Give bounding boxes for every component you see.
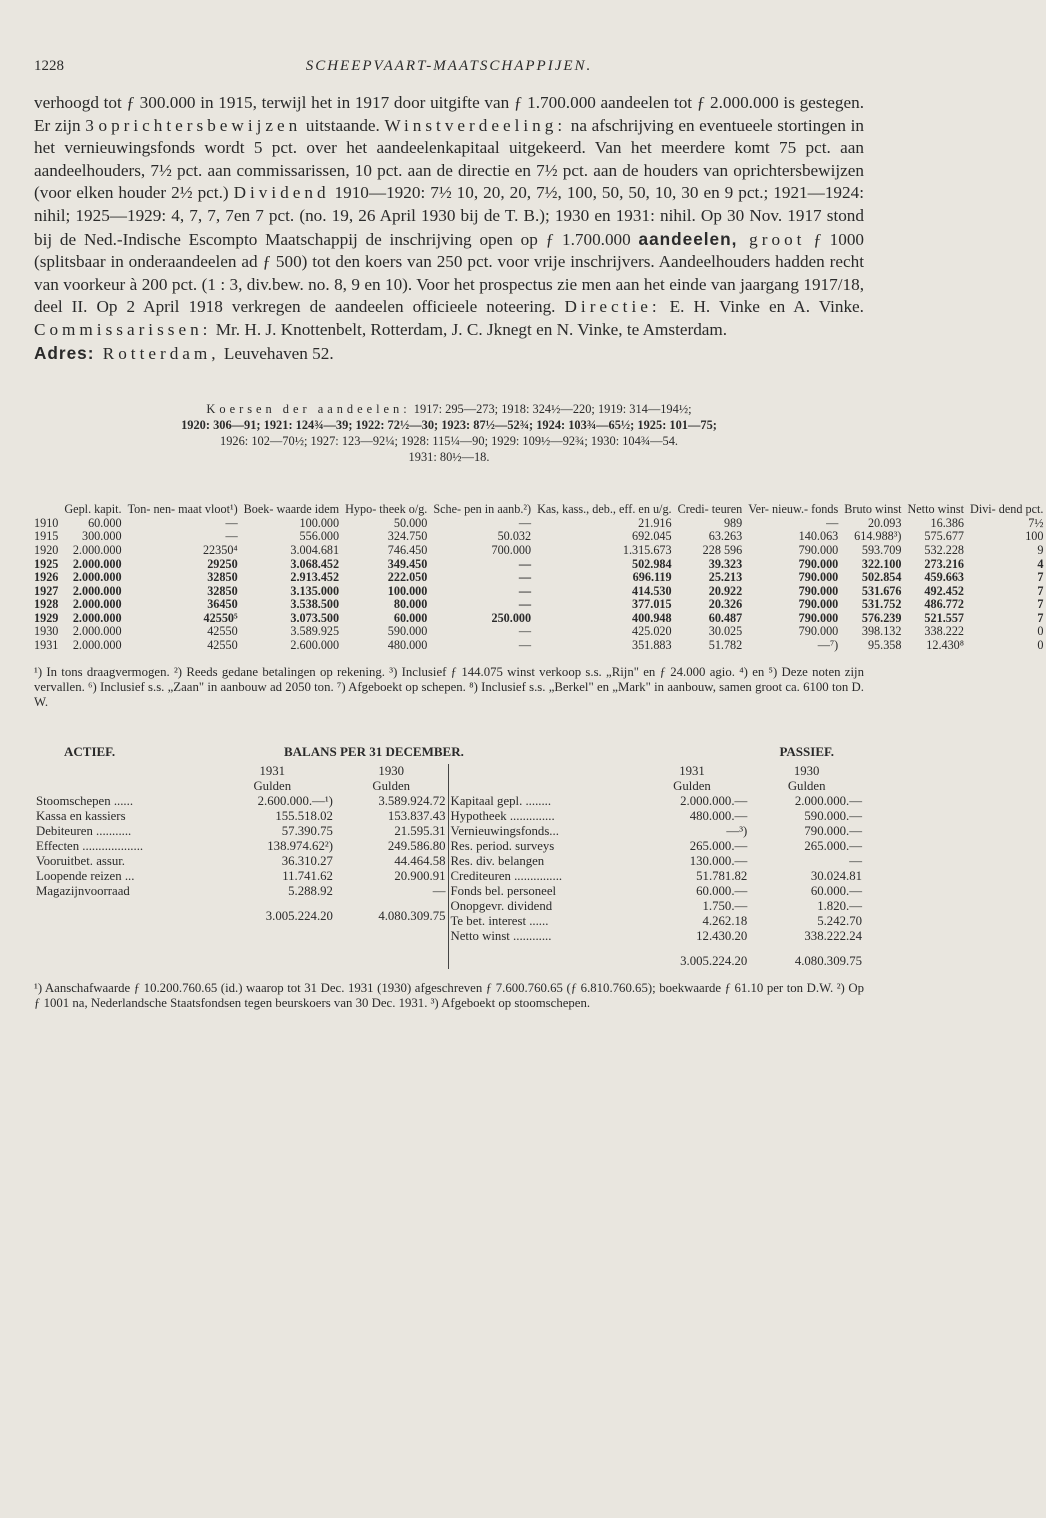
- text-run: uitstaande.: [301, 115, 385, 135]
- table-cell: 480.000: [387, 638, 428, 653]
- table-cell: 7: [1037, 610, 1044, 625]
- passief-row: [449, 869, 865, 884]
- passief-value-1931: 60.000.—: [696, 883, 748, 898]
- actief-item-label: Vooruitbet. assur.: [36, 853, 125, 868]
- table-cell: 42550: [207, 624, 238, 639]
- unit-label: Gulden: [253, 778, 292, 793]
- passief-row: [449, 899, 865, 914]
- actief-value-1930: 153.837.43: [387, 808, 446, 823]
- spaced-term: Commissarissen:: [34, 319, 212, 339]
- actief-row: [34, 854, 448, 869]
- table-cell: 39.323: [708, 556, 743, 571]
- table-cell: 50.000: [393, 515, 428, 530]
- passief-value-1930: 590.000.—: [804, 808, 862, 823]
- table-cell: 3.004.681: [290, 542, 340, 557]
- table-cell: 140.063: [798, 529, 839, 544]
- actief-value-1930: —: [432, 883, 446, 898]
- table-cell: 7: [1037, 597, 1044, 612]
- column-header: [34, 503, 61, 517]
- table-cell: 790.000: [798, 583, 839, 598]
- passief-row: [449, 884, 865, 899]
- table-cell: 9: [1037, 542, 1044, 557]
- passief-row: [449, 914, 865, 929]
- spaced-term: Winstverdeeling:: [384, 115, 567, 135]
- table-cell: 377.015: [631, 597, 672, 612]
- passief-row: [449, 839, 865, 854]
- table-cell: 2.000.000: [72, 583, 122, 598]
- actief-item-label: Stoomschepen ......: [36, 793, 134, 808]
- column-header: Netto winst: [907, 502, 965, 517]
- table-cell: 2.913.452: [290, 570, 340, 585]
- table-cell: 20.922: [708, 583, 743, 598]
- column-header: Hypo- theek o/g.: [345, 502, 428, 517]
- running-title: SCHEEPVAART-MAATSCHAPPIJEN.: [305, 58, 593, 74]
- balance-sheet: [34, 764, 864, 969]
- text-run: 1910—1920: 7½ 10, 20, 20, 7½, 100, 50, 50, 10, 30 en 9 pct.; 1921—1924: nihil; 1925—1929: 4, 7, 7, 7en 7 pct. (no. 19, 26 April 1930 bij de T. B.); 1930 en 1931: nihil. Op 30 Nov. 1917 stond bij de Ned.-Indische Escompto Maatschappij de inschrijving open op ƒ 1.700.000: [34, 183, 864, 249]
- table-cell: 250.000: [491, 610, 532, 625]
- table-row: [34, 625, 1046, 639]
- table-cell: 521.557: [924, 610, 965, 625]
- text-run: ƒ 1000 (splitsbaar in onderaandeelen ad ƒ 500) tot den koers van 250 pct. voor vrije inschrijvers. Aandeelhouders hadden recht van voorkeur à 200 pct. (1 : 3, div.bew. no. 8, 9 en 10). Voor het prospectus zie men aan het einde van jaargang 1917/18, deel II. Op 2 April 1918 verkregen de aandeelen officieele noteering.: [34, 229, 865, 317]
- share-prices-line: 1920: 306—91; 1921: 124¾—39; 1922: 72½—30; 1923: 87½—52¾; 1924: 103¾—65½; 1925: 101—75;: [181, 418, 717, 433]
- actief-title: ACTIEF.: [64, 743, 116, 759]
- year-label: 1930: [378, 763, 405, 778]
- balance-sheet-header: [34, 744, 864, 762]
- table-cell: —: [518, 638, 532, 653]
- table-cell: 32850: [207, 570, 238, 585]
- table-cell: 4: [1037, 556, 1044, 571]
- table-cell: —: [225, 515, 238, 530]
- actief-item-label: Loopende reizen ...: [36, 868, 135, 883]
- table-row: [34, 517, 1046, 531]
- actief-value-1931: 138.974.62²): [267, 838, 333, 853]
- actief-row: [34, 794, 448, 809]
- passief-value-1931: 2.000.000.—: [680, 793, 748, 808]
- table-cell: 593.709: [861, 542, 902, 557]
- blank-cell: [34, 779, 210, 794]
- passief-total-row: [449, 944, 865, 969]
- column-header: Ver- nieuw.- fonds: [748, 502, 839, 517]
- passief-row: [449, 794, 865, 809]
- table-cell: 36450: [207, 597, 238, 612]
- passief-value-1930: 790.000.—: [804, 823, 862, 838]
- actief-total: 3.005.224.20: [265, 908, 333, 923]
- table-cell: —⁷): [817, 638, 839, 653]
- unit-header-row: [449, 779, 865, 794]
- table-cell: 692.045: [631, 529, 672, 544]
- passief-value-1931: 1.750.—: [702, 898, 748, 913]
- table-cell: 324.750: [387, 529, 428, 544]
- passief-title: PASSIEF.: [779, 743, 834, 759]
- text-run: na afschrijving en eventueele stortingen in het vernieuwingsfonds wordt 5 pct. over het aandeelenkapitaal uitgekeerd. Van het meerdere komt 75 pct. aan aandeelhouders, 7½ pct. aan commissarissen, 10 pct. aan de directie en 7½ pct. aan de houders van oprichtersbewijzen (voor elken houder 2½ pct.): [34, 115, 865, 203]
- passief-value-1930: 265.000.—: [804, 838, 862, 853]
- passief-item-label: Res. period. surveys: [450, 838, 555, 853]
- column-header: Credi- teuren: [677, 502, 743, 517]
- passief-value-1930: 5.242.70: [817, 913, 862, 928]
- table-cell: 492.452: [924, 583, 965, 598]
- actief-item-label: Kassa en kassiers: [36, 808, 126, 823]
- table-cell: 2.000.000: [72, 638, 122, 653]
- actief-item-label: Debiteuren ...........: [36, 823, 132, 838]
- actief-item-label: Effecten ...................: [36, 838, 144, 853]
- table-row: [34, 571, 1046, 585]
- year-header-row: [34, 764, 448, 779]
- table-cell: 29250: [207, 556, 238, 571]
- table-cell: 3.068.452: [290, 556, 340, 571]
- table-cell: 459.663: [924, 570, 965, 585]
- table-cell: 20.093: [867, 515, 902, 530]
- table-cell: 1.315.673: [622, 542, 672, 557]
- passief-row: [449, 824, 865, 839]
- actief-row: [34, 809, 448, 824]
- actief-value-1931: 155.518.02: [275, 808, 333, 823]
- running-header: [34, 56, 864, 92]
- company-description: [34, 92, 864, 365]
- table-cell: 42550: [207, 638, 238, 653]
- passief-item-label: Te bet. interest ......: [450, 913, 549, 928]
- passief-value-1930: —: [849, 853, 862, 868]
- table-cell: 32850: [207, 583, 238, 598]
- text-run: verhoogd tot ƒ 300.000 in 1915, terwijl het in 1917 door uitgifte van ƒ 1.700.000 aandeelen tot ƒ 2.000.000 is gestegen. Er zijn 3: [34, 93, 864, 135]
- table-cell: 2.000.000: [72, 542, 122, 557]
- table-cell: 2.000.000: [72, 624, 122, 639]
- table-row: [34, 598, 1046, 612]
- actief-total-row: [34, 899, 448, 924]
- year-cell: 1915: [34, 529, 59, 544]
- table-cell: 400.948: [631, 610, 672, 625]
- page-number: 1228: [34, 58, 64, 74]
- table-cell: 100.000: [299, 515, 340, 530]
- table-cell: 746.450: [387, 542, 428, 557]
- text-run: E. H. Vinke en A. Vinke.: [660, 297, 864, 317]
- table-cell: 7: [1037, 583, 1044, 598]
- table-cell: 3.135.000: [290, 583, 340, 598]
- balance-footnotes: ¹) Aanschafwaarde ƒ 10.200.760.65 (id.) waarop tot 31 Dec. 1931 (1930) afgeschreven ƒ 7.600.760.65 (ƒ 6.810.760.65); boekwaarde ƒ 61.10 per ton D.W. ²) Op ƒ 1001 na, Nederlandsche Staatsfondsen tegen beurskoers van 30 Dec. 1931. ³) Afgeboekt op stoomschepen.: [34, 980, 864, 1010]
- table-cell: 0: [1037, 638, 1044, 653]
- table-cell: 790.000: [798, 570, 839, 585]
- table-cell: 531.676: [861, 583, 902, 598]
- passief-item-label: Hypotheek ..............: [450, 808, 555, 823]
- table-cell: —: [518, 570, 532, 585]
- table-cell: 51.782: [708, 638, 743, 653]
- column-header: Boek- waarde idem: [243, 502, 340, 517]
- table-cell: 790.000: [798, 542, 839, 557]
- table-cell: 3.589.925: [290, 624, 340, 639]
- table-cell: 2.600.000: [290, 638, 340, 653]
- unit-label: Gulden: [372, 778, 411, 793]
- page: [34, 56, 1044, 1011]
- spaced-term: oprichtersbewijzen: [98, 115, 302, 135]
- table-cell: 398.132: [861, 624, 902, 639]
- actief-value-1930: 20.900.91: [394, 868, 446, 883]
- passief-value-1930: 338.222.24: [804, 928, 862, 943]
- table-cell: 60.000: [393, 610, 428, 625]
- column-header: Ton- nen- maat vloot¹): [127, 502, 238, 517]
- actief-item-label: Magazijnvoorraad: [36, 883, 130, 898]
- year-cell: 1927: [34, 583, 59, 598]
- table-cell: 532.228: [924, 542, 965, 557]
- table-cell: 21.916: [638, 515, 672, 530]
- passief-value-1931: 12.430.20: [696, 928, 748, 943]
- table-row: [34, 612, 1046, 626]
- table-cell: 790.000: [798, 624, 839, 639]
- table-row: [34, 544, 1046, 558]
- actief-value-1931: 2.600.000.—¹): [257, 793, 333, 808]
- passief-side: [448, 764, 865, 969]
- table-cell: 16.386: [930, 515, 965, 530]
- table-cell: 614.988³): [854, 529, 902, 544]
- table-cell: —: [225, 529, 238, 544]
- column-header: Kas, kass., deb., eff. en u/g.: [537, 502, 672, 517]
- year-cell: 1910: [34, 515, 59, 530]
- table-row: [34, 585, 1046, 599]
- table-cell: 590.000: [387, 624, 428, 639]
- actief-value-1931: 57.390.75: [281, 823, 333, 838]
- table-cell: 3.538.500: [290, 597, 340, 612]
- table-cell: —: [518, 624, 532, 639]
- table-cell: 351.883: [631, 638, 672, 653]
- table-cell: 2.000.000: [72, 570, 122, 585]
- passief-value-1930: 60.000.—: [810, 883, 862, 898]
- table-cell: 7½: [1028, 515, 1044, 530]
- year-label: 1931: [679, 763, 705, 778]
- spaced-term: groot: [737, 229, 806, 249]
- year-label: 1930: [793, 763, 820, 778]
- table-cell: 22350⁴: [202, 542, 238, 557]
- passief-value-1930: 1.820.—: [817, 898, 862, 913]
- table-cell: 486.772: [924, 597, 965, 612]
- table-cell: 322.100: [861, 556, 902, 571]
- blank-cell: [449, 764, 635, 779]
- passief-item-label: Crediteuren ...............: [450, 868, 563, 883]
- passief-row: [449, 854, 865, 869]
- table-cell: 2.000.000: [72, 597, 122, 612]
- table-cell: 0: [1037, 624, 1044, 639]
- unit-label: Gulden: [673, 778, 711, 793]
- table-cell: 95.358: [867, 638, 902, 653]
- table-cell: 100: [1025, 529, 1044, 544]
- table-cell: 338.222: [924, 624, 965, 639]
- table-cell: 100.000: [387, 583, 428, 598]
- actief-value-1931: 5.288.92: [288, 883, 333, 898]
- passief-value-1931: 4.262.18: [702, 913, 748, 928]
- table-cell: —: [518, 583, 532, 598]
- passief-value-1931: 480.000.—: [689, 808, 748, 823]
- spaced-term: Dividend: [233, 183, 330, 203]
- table-cell: 790.000: [798, 610, 839, 625]
- actief-value-1931: 36.310.27: [281, 853, 333, 868]
- column-header: Bruto winst: [844, 502, 902, 517]
- table-cell: —: [518, 515, 532, 530]
- table-footnotes: ¹) In tons draagvermogen. ²) Reeds gedane betalingen op rekening. ³) Inclusief ƒ 144.075 winst verkoop s.s. „Rijn" en ƒ 24.000 agio. ⁴) en ⁵) Deze noten zijn vervallen. ⁶) Inclusief s.s. „Zaan" in aanbouw ad 2050 ton. ⁷) Afgeboekt op schepen. ⁸) Inclusief s.s. „Berkel" en „Mark" in aanbouw, samen groot ca. 6100 ton D. W.: [34, 664, 864, 709]
- table-cell: 7: [1037, 570, 1044, 585]
- table-cell: 2.000.000: [72, 556, 122, 571]
- table-cell: 60.000: [88, 515, 122, 530]
- passief-item-label: Vernieuwingsfonds...: [450, 823, 559, 838]
- table-cell: 273.216: [924, 556, 965, 571]
- year-label: 1931: [259, 763, 286, 778]
- share-prices-line: 1917: 295—273; 1918: 324½—220; 1919: 314—194½;: [410, 402, 692, 417]
- actief-value-1930: 44.464.58: [394, 853, 446, 868]
- year-header-row: [449, 764, 865, 779]
- actief-value-1931: 11.741.62: [282, 868, 333, 883]
- table-cell: 50.032: [497, 529, 532, 544]
- unit-label: Gulden: [787, 778, 826, 793]
- table-cell: 414.530: [631, 583, 672, 598]
- share-prices-line: 1931: 80½—18.: [408, 450, 490, 465]
- blank-cell: [449, 944, 635, 969]
- spaced-term: Directie:: [564, 297, 661, 317]
- actief-value-1930: 3.589.924.72: [378, 793, 446, 808]
- passief-value-1931: 130.000.—: [689, 853, 748, 868]
- table-cell: 502.984: [631, 556, 672, 571]
- passief-row: [449, 809, 865, 824]
- actief-row: [34, 839, 448, 854]
- column-header: Divi- dend pct.: [970, 502, 1044, 517]
- text-run: Mr. H. J. Knottenbelt, Rotterdam, J. C. Jknegt en N. Vinke, te Amsterdam.: [211, 319, 728, 339]
- table-cell: 80.000: [393, 597, 428, 612]
- table-cell: 300.000: [81, 529, 122, 544]
- share-prices: [34, 401, 864, 465]
- passief-value-1930: 2.000.000.—: [794, 793, 862, 808]
- bold-term: Adres:: [34, 342, 95, 363]
- year-cell: 1926: [34, 570, 59, 585]
- actief-value-1930: 249.586.80: [387, 838, 446, 853]
- table-cell: 349.450: [387, 556, 428, 571]
- column-header: Gepl. kapit.: [64, 502, 122, 517]
- table-cell: 576.239: [861, 610, 902, 625]
- actief-side: [34, 764, 448, 969]
- table-cell: 425.020: [631, 624, 672, 639]
- table-cell: 25.213: [708, 570, 743, 585]
- table-cell: 531.752: [861, 597, 902, 612]
- table-cell: 42550⁵: [203, 610, 238, 625]
- financial-history-table: [34, 503, 1046, 653]
- text-run: Leuvehaven 52.: [219, 343, 334, 363]
- passief-item-label: Fonds bel. personeel: [450, 883, 557, 898]
- table-cell: 556.000: [299, 529, 340, 544]
- table-header-row: [34, 503, 1046, 517]
- table-cell: 228 596: [702, 542, 743, 557]
- table-cell: —: [518, 556, 532, 571]
- passief-item-label: Onopgevr. dividend: [450, 898, 553, 913]
- passief-value-1930: 30.024.81: [810, 868, 862, 883]
- year-cell: 1925: [34, 556, 59, 571]
- actief-row: [34, 824, 448, 839]
- table-cell: 502.854: [861, 570, 902, 585]
- passief-value-1931: 265.000.—: [689, 838, 748, 853]
- balance-title: BALANS PER 31 DECEMBER.: [284, 743, 464, 759]
- table-cell: 3.073.500: [290, 610, 340, 625]
- passief-value-1931: —³): [726, 823, 748, 838]
- table-cell: 60.487: [708, 610, 743, 625]
- passief-item-label: Kapitaal gepl. ........: [450, 793, 552, 808]
- spaced-term: Rotterdam,: [94, 343, 220, 363]
- actief-value-1930: 21.595.31: [394, 823, 446, 838]
- table-cell: 696.119: [632, 570, 672, 585]
- unit-header-row: [34, 779, 448, 794]
- table-cell: 63.263: [708, 529, 743, 544]
- passief-item-label: Netto winst ............: [450, 928, 552, 943]
- blank-cell: [34, 764, 210, 779]
- passief-value-1931: 51.781.82: [696, 868, 748, 883]
- table-row: [34, 639, 1046, 653]
- table-row: [34, 530, 1046, 544]
- blank-cell: [449, 779, 635, 794]
- table-cell: 20.326: [708, 597, 743, 612]
- table-cell: 790.000: [798, 597, 839, 612]
- table-cell: 12.430⁸: [926, 638, 965, 653]
- year-cell: 1929: [34, 610, 59, 625]
- actief-row: [34, 869, 448, 884]
- year-cell: 1930: [34, 624, 59, 639]
- actief-row: [34, 884, 448, 899]
- blank-cell: [34, 899, 210, 924]
- table-cell: 222.050: [387, 570, 428, 585]
- table-cell: 2.000.000: [72, 610, 122, 625]
- table-cell: 700.000: [491, 542, 532, 557]
- share-prices-line: 1926: 102—70½; 1927: 123—92¼; 1928: 115¼—90; 1929: 109½—92¾; 1930: 104¾—54.: [220, 434, 678, 449]
- table-cell: 989: [723, 515, 743, 530]
- year-cell: 1920: [34, 542, 59, 557]
- table-row: [34, 558, 1046, 572]
- table-cell: 575.677: [924, 529, 965, 544]
- table-cell: —: [518, 597, 532, 612]
- table-cell: 790.000: [798, 556, 839, 571]
- year-cell: 1928: [34, 597, 59, 612]
- actief-total: 4.080.309.75: [378, 908, 446, 923]
- table-cell: —: [826, 515, 839, 530]
- bold-term: aandeelen,: [638, 228, 738, 249]
- passief-total: 3.005.224.20: [680, 953, 748, 968]
- year-cell: 1931: [34, 638, 59, 653]
- share-prices-label: Koersen der aandeelen:: [206, 402, 411, 417]
- passief-row: [449, 929, 865, 944]
- passief-item-label: Res. div. belangen: [450, 853, 545, 868]
- column-header: Sche- pen in aanb.²): [433, 502, 532, 517]
- table-cell: 30.025: [708, 624, 743, 639]
- passief-total: 4.080.309.75: [794, 953, 862, 968]
